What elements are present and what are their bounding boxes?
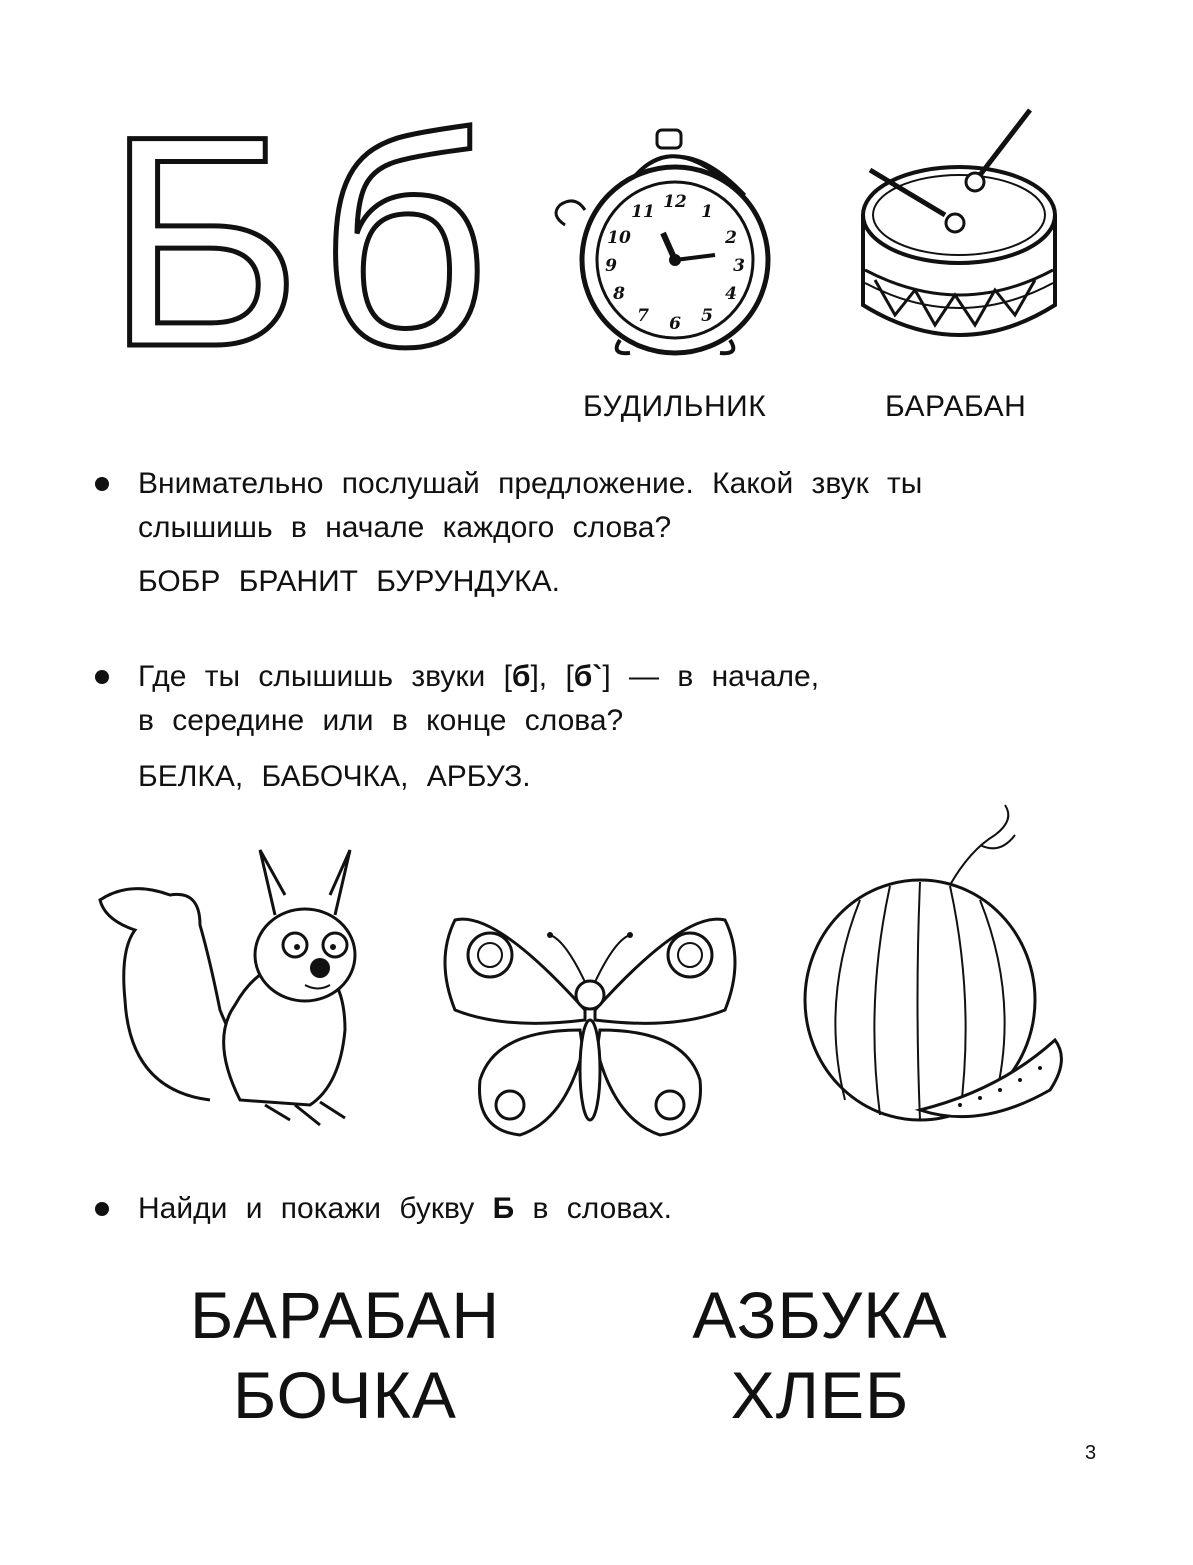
word: БАРАБАН bbox=[189, 1278, 501, 1352]
task3-letter: Б bbox=[492, 1192, 515, 1225]
word: АЗБУКА bbox=[692, 1278, 948, 1352]
page-number: 3 bbox=[1085, 1442, 1097, 1464]
task2-line2: в середине или в конце слова? bbox=[138, 704, 624, 737]
task2-line1: Где ты слышишь звуки [б], [б`] — в начале, bbox=[138, 660, 820, 693]
letter-b-uppercase: Б bbox=[105, 105, 302, 375]
svg-text:8: 8 bbox=[613, 284, 625, 304]
bullet bbox=[95, 1202, 109, 1216]
svg-text:11: 11 bbox=[631, 202, 655, 222]
task2-text bbox=[138, 655, 819, 743]
alarm-clock-icon bbox=[545, 105, 785, 360]
task1-example: БОБР БРАНИТ БУРУНДУКА. bbox=[138, 565, 560, 598]
squirrel-icon bbox=[90, 840, 380, 1140]
bullet bbox=[95, 477, 109, 491]
word: ХЛЕБ bbox=[730, 1358, 910, 1432]
label-drum: БАРАБАН bbox=[885, 390, 1027, 423]
svg-text:7: 7 bbox=[637, 306, 649, 326]
butterfly-icon bbox=[435, 900, 745, 1145]
word: БОЧКА bbox=[233, 1358, 457, 1432]
bullet bbox=[95, 670, 109, 684]
svg-text:6: 6 bbox=[669, 314, 681, 334]
svg-text:10: 10 bbox=[607, 228, 631, 248]
task1-line2: слышишь в начале каждого слова? bbox=[138, 511, 672, 544]
svg-text:12: 12 bbox=[663, 192, 687, 212]
svg-text:4: 4 bbox=[725, 284, 737, 304]
svg-text:5: 5 bbox=[701, 306, 713, 326]
task3-text: Найди и покажи букву Б в словах. bbox=[138, 1192, 672, 1225]
svg-text:2: 2 bbox=[725, 228, 737, 248]
svg-text:3: 3 bbox=[733, 256, 745, 276]
words-right bbox=[660, 1275, 980, 1435]
watermelon-icon bbox=[800, 790, 1070, 1145]
task2-example: БЕЛКА, БАБОЧКА, АРБУЗ. bbox=[138, 760, 531, 793]
svg-text:9: 9 bbox=[605, 256, 617, 276]
words-left bbox=[165, 1275, 525, 1435]
letter-b-lowercase: б bbox=[318, 105, 490, 375]
task1-text bbox=[138, 462, 922, 550]
sound-b-soft: б` bbox=[573, 660, 603, 693]
letter-b-outline bbox=[100, 105, 530, 375]
svg-text:1: 1 bbox=[701, 202, 713, 222]
task1-line1: Внимательно послушай предложение. Какой звук ты bbox=[138, 467, 923, 500]
label-alarm-clock: БУДИЛЬНИК bbox=[583, 390, 767, 423]
drum-icon bbox=[855, 105, 1065, 355]
sound-b: б bbox=[511, 660, 531, 693]
